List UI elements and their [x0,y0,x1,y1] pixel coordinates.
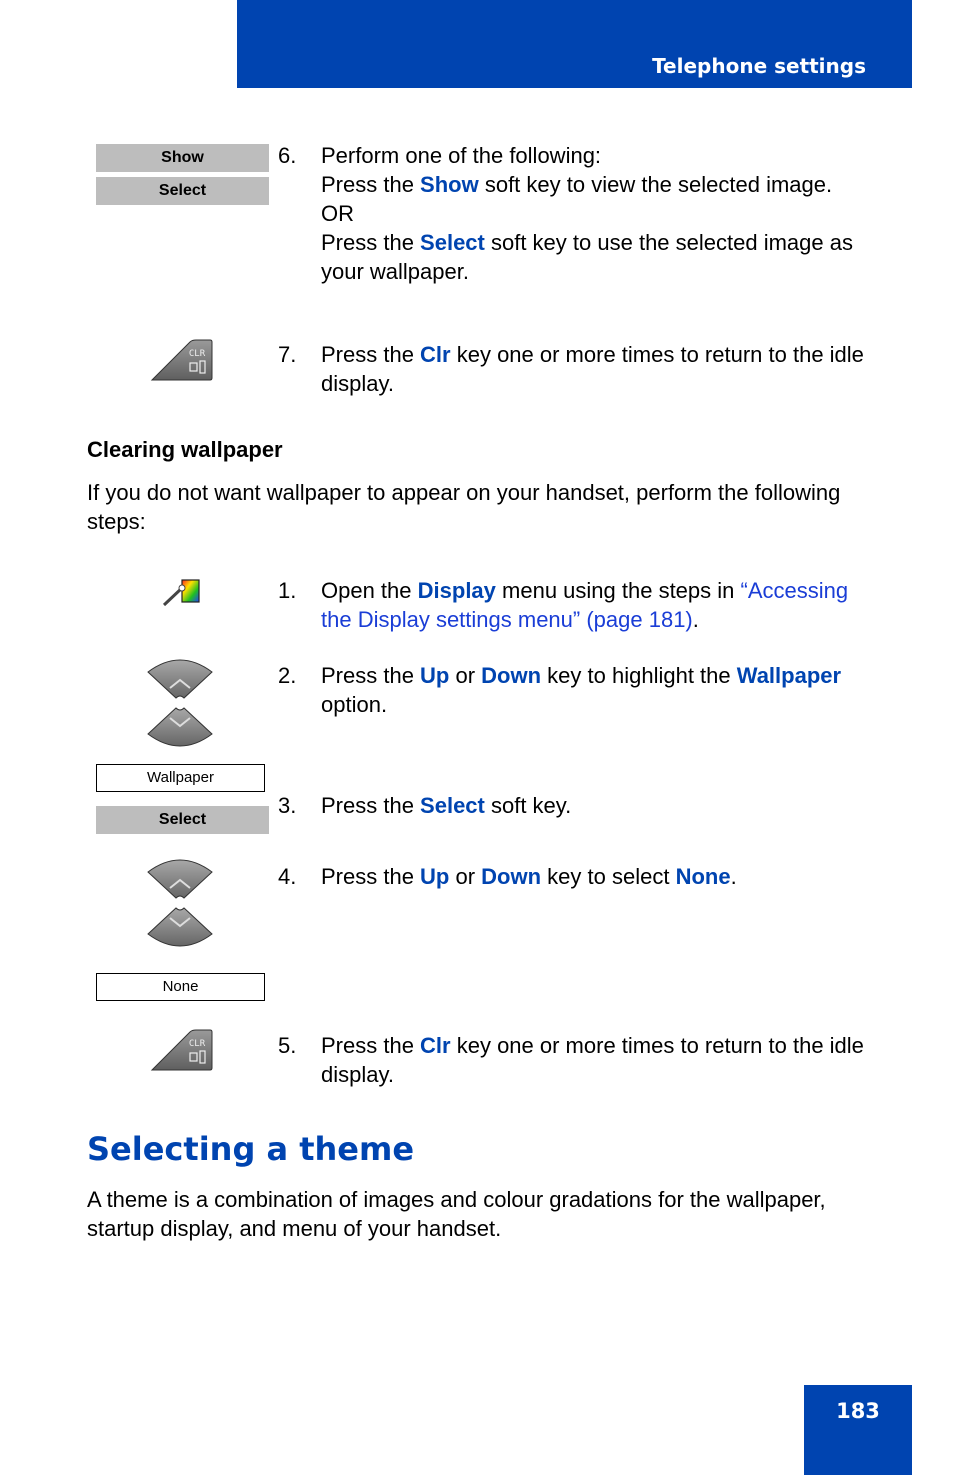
display-settings-icon [160,578,202,608]
down-keyword: Down [481,663,542,688]
header-bar [237,0,912,88]
step-number: 3. [278,793,297,818]
none-keyword: None [675,864,731,889]
page-number-box [804,1385,912,1475]
down-keyword: Down [481,864,542,889]
clr-keyword: Clr [420,1033,451,1058]
text: key one or more times to return to the idle display. [321,342,864,396]
text: . [692,607,699,632]
theme-description: A theme is a combination of images and colour gradations for the wallpaper, startup display, and menu of your handset. [87,1187,826,1241]
up-keyword: Up [420,663,450,688]
show-keyword: Show [420,172,479,197]
step-6 [278,141,878,286]
none-display: None [96,973,265,1001]
header-title: Telephone settings [652,54,866,78]
text: Press the [321,663,421,688]
step-5 [278,1031,878,1089]
or-text: OR [321,201,354,226]
up-keyword: Up [420,864,450,889]
step-number: 1. [278,578,297,603]
text: soft key. [484,793,572,818]
step-4 [278,862,878,891]
step-number: 4. [278,864,297,889]
select-softkey: Select [96,177,269,205]
step-text [321,170,878,199]
step-7 [278,340,878,398]
text: or [449,864,482,889]
up-down-key-icon [146,654,214,752]
select-keyword: Select [420,230,485,255]
text: Open the [321,578,418,603]
text: Press the [321,172,421,197]
step-2 [278,661,878,719]
text: . [730,864,737,889]
text: soft key to view the selected image. [478,172,833,197]
step-3 [278,791,878,820]
text: soft key to use the selected image as your wallpaper. [321,230,853,284]
up-down-key-icon [146,854,214,952]
accessing-display-settings-link[interactable]: “Accessing the Display settings menu” (page 181) [321,578,849,632]
text: key to highlight the [541,663,737,688]
text: key to select [541,864,676,889]
clr-label: CLR [188,1039,206,1049]
show-softkey: Show [96,144,269,172]
step-1 [278,576,878,634]
text: Press the [321,793,421,818]
text: Press the [321,864,421,889]
clr-keyword: Clr [420,342,451,367]
display-keyword: Display [417,578,496,603]
text: key one or more times to return to the idle display. [321,1033,864,1087]
step-number: 5. [278,1033,297,1058]
step-number: 7. [278,342,297,367]
step-number: 2. [278,663,297,688]
wallpaper-display: Wallpaper [96,764,265,792]
clearing-wallpaper-heading: Clearing wallpaper [87,437,283,462]
clearing-intro: If you do not want wallpaper to appear on your handset, perform the following steps: [87,480,841,534]
text: Press the [321,1033,421,1058]
step-text [321,228,878,286]
clr-key-icon [150,338,214,382]
page-number: 183 [836,1399,880,1423]
text: menu using the steps in [495,578,741,603]
text: Press the [321,342,421,367]
text: Press the [321,230,421,255]
text: option. [321,692,388,717]
text: or [449,663,482,688]
select-softkey: Select [96,806,269,834]
clr-label: CLR [188,349,206,359]
step-number: 6. [278,143,297,168]
wallpaper-keyword: Wallpaper [736,663,842,688]
step-text: Perform one of the following: [321,143,602,168]
selecting-a-theme-heading: Selecting a theme [87,1130,415,1168]
clr-key-icon [150,1028,214,1072]
select-keyword: Select [420,793,485,818]
